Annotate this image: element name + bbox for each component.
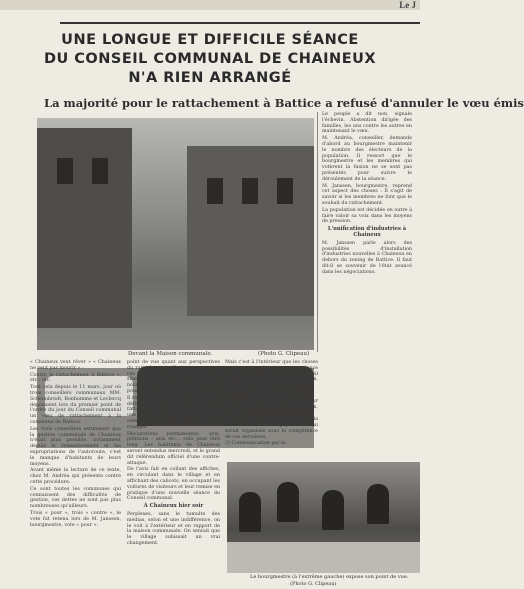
paragraph: Tout cela depuis le 11 mars, jour où trois conseillers communaux MM. Schoonbrodt, Bonhomme et Leclercq déposaient lors du premier point de l'ordre du jour du Conseil communal un vœu de rattachement à la commune de Battice. (30, 385, 121, 425)
paragraph: point de vue quant aux perspectives du rattachement. Un texte reprenant ces raisons fut distribué en fin de séance (pétition). Il se termine notamment en vue que nul bien voté pour et une abstention. (127, 360, 220, 394)
paragraph: De l'avis fait en collant des affiches, en circulant dans le village et en affichant des calicots, en occupant les voitures de visiteurs et leur remise en pratique d'une nouvelle séance du Conseil communal. (127, 467, 220, 502)
paragraph: 2) Communication par le (225, 441, 286, 447)
headline-line-2: DU CONSEIL COMMUNAL DE CHAINEUX (43, 51, 377, 67)
header-rule (60, 22, 420, 24)
paragraph: Les trois conseillers estimaient que la gestion communale de Chaineux n'était plus possible, notamment depuis le remembrement et les expropriations de l'autoroute, c'est le manque d'habitants de leurs moyens. (30, 426, 121, 467)
photo-window (207, 178, 223, 204)
paragraph: Contre le rattachement à Battice », etc., etc. (30, 372, 121, 384)
paragraph: Perplexes, sans le tumulte des médias, selon et une indifférence, on le voit à l'extérieur et en rapport de la maison communale. On sentait que le village subissait un vrai changement. (127, 511, 220, 546)
article-column-2 (127, 360, 220, 548)
photo1-credit: (Photo G. Clipeau) (258, 351, 310, 357)
top-strip (0, 0, 420, 10)
paragraph: M. Janssen, bourgmestre, reprend cet aspect des choses : Il s'agit de savoir si les membres ne font que le souhait du rattachement. (322, 183, 412, 206)
headline-line-3: N'A RIEN ARRANGÉ (128, 70, 292, 86)
headline-line-1: UNE LONGUE ET DIFFICILE SÉANCE (61, 32, 359, 48)
paragraph: Avant même la lecture de ce texte, chez M. Andréa qui présente contre cette procédure. (30, 468, 121, 485)
paragraph: Cinq points à l'ordre du jour intéressant le problème de la fusion, les voici : (225, 398, 318, 416)
paragraph: Déclarations permanentes, avis, pétitions : avis etc... cela peut être long. Les habitants de Chaineux seront entendus mercredi, et le grand dit référendum officiel d'une contre-attaque. (127, 431, 220, 466)
subheadline: La majorité pour le rattachement à Battice a refusé d'annuler le vœu émis (44, 96, 524, 110)
photo2-credit: (Photo G. Clipeau) (290, 581, 337, 587)
article-column-3 (225, 360, 318, 448)
paragraph: Trois « pour », trois « contre », le vote fut retenu lors de M. Janssen, bourgmestre, vote « pour ». (30, 510, 121, 528)
paragraph: Ce sont toutes les communes qui connaissent des difficultés de gestion, ces dettes ne sont pas plus nombreuses qu'ailleurs. (30, 486, 121, 510)
paragraph: Il restait alors pour que Chaineux soit définitivement rayé de la carte et rattaché à Battice à moins de toute une procédure : maints administratives aux multiples rouages. (127, 395, 220, 430)
paragraph: La population est décidée en outre à faire valoir sa voix dans les moyens de pression. (322, 207, 412, 225)
column-divider (317, 112, 318, 352)
photo-building-left (37, 128, 132, 328)
town-hall-photo (37, 118, 314, 350)
photo-table (227, 542, 420, 573)
paragraph: 1) Le vœu du résultat de la consultation de la population qui serait organisée sous la compétence de ces dernières. (225, 417, 318, 440)
section-title: À Chaineux hier soir (143, 503, 204, 510)
photo-window (242, 178, 258, 204)
photo-person (239, 492, 261, 532)
photo-window (57, 158, 73, 184)
photo-person (367, 484, 389, 524)
paragraph: Le peuple a dit non, signale l'échevin. Abstention dirigée des familles, les uns contre les autres en maintenant le vœu. (322, 112, 412, 135)
article-column-right (322, 112, 412, 277)
photo1-caption: Devant la Maison communale. (128, 351, 213, 357)
section-title: À l'ordre du jour (247, 389, 296, 396)
photo-window (92, 158, 108, 184)
paragraph: M. Janssen parle alors des possibilités d'installation d'industries nouvelles à Chaineux en dehors du zoning de Battice. Il faut dit-il se souvenir de l'état avancé dans les négociations. (322, 240, 412, 275)
paragraph: M. Andréa, conseiller, demande d'abord au bourgmestre maintenir le nombre des électeurs de la population. Il ressort que le bourgmestre et les membres qui votèrent la fusion ne se sont pas présentés pour suivre le déroulement de la séance. (322, 136, 412, 182)
photo-person (277, 482, 299, 522)
paragraph: Mais c'est à l'intérieur que les choses sont commencées avec une séance longue et difficile du Conseil communal présidé par M. Janssen, bourgmestre. (225, 360, 318, 389)
photo2-caption: Le bourgmestre (à l'extrême gauche) expose son point de vue. (250, 574, 409, 580)
council-meeting-photo (227, 462, 420, 573)
corner-text: Le J (399, 0, 416, 10)
article-column-1 (30, 360, 121, 529)
paragraph: « Chaineux veut rêver » « Chaineux ne veut pas mourir » : (30, 360, 121, 371)
photo-building-right (187, 146, 314, 316)
photo-person (322, 490, 344, 530)
section-title: L'unification d'industries à Chaineux (327, 226, 407, 238)
photo-window (277, 178, 293, 204)
